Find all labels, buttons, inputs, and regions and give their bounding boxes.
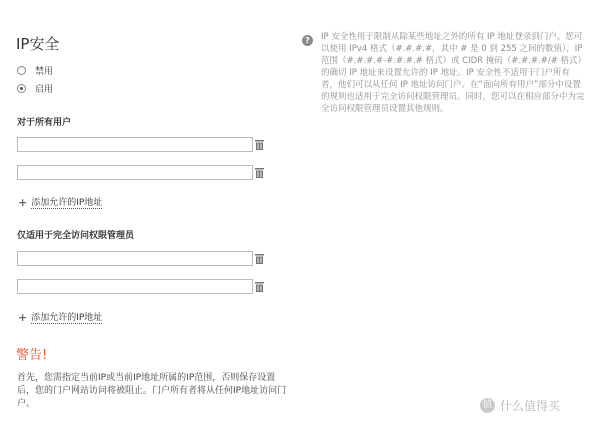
admins-ip-input-1[interactable] [17, 251, 253, 266]
trash-icon[interactable] [255, 140, 264, 150]
watermark [480, 397, 560, 414]
radio-enable[interactable] [17, 82, 53, 95]
radio-disable[interactable] [17, 64, 53, 77]
radio-disable-label: 禁用 [35, 67, 54, 77]
add-allowed-ip-link-admins[interactable] [18, 310, 102, 324]
all-users-ip-input-2[interactable] [17, 165, 253, 180]
watermark-text: 什么值得买 [500, 399, 561, 413]
add-allowed-ip-label: 添加允许的IP地址 [31, 195, 102, 209]
trash-icon[interactable] [255, 254, 264, 264]
admins-section-label: 仅适用于完全访问权限管理员 [17, 231, 135, 241]
trash-icon[interactable] [255, 282, 264, 292]
watermark-logo-icon: 值 [480, 398, 495, 413]
question-icon: ? [302, 35, 313, 46]
radio-enable-label: 启用 [35, 85, 54, 95]
plus-icon: + [18, 195, 28, 209]
all-users-section-label: 对于所有用户 [17, 118, 72, 128]
all-users-ip-input-1[interactable] [17, 137, 253, 152]
page-title: IP安全 [16, 35, 60, 53]
add-allowed-ip-link-all-users[interactable] [18, 195, 102, 209]
admins-ip-input-2[interactable] [17, 279, 253, 294]
trash-icon[interactable] [255, 168, 264, 178]
warning-title: 警告! [16, 348, 48, 363]
radio-enable-circle[interactable] [17, 84, 26, 93]
warning-text: 首先，您需指定当前IP或当前IP地址所属的IP范围，否则保存设置后，您的门户网站访问将被阻止。门户所有者将从任何IP地址访问门户。 [17, 373, 287, 409]
help-text: IP 安全性用于限制从除某些地址之外的所有 IP 地址登录到门户。您可以使用 IPv4 格式（#.#.#.#，其中 # 是 0 到 255 之间的数值），IP 范围（#.#.#.#-#.#.#.# 格式）或 CIDR 掩码（#.#.#.#/# 格式）的确切 IP 地址来设置允许的 IP 地址。IP 安全性不适用于门户所有者，他们可以从任何 IP 地址访问门户。在“面向所有用户”部分中设置的规则也适用于完全访问权限管理员。同时，您可以在相应部分中为完全访问权限管理员设置其他规则。 [321, 32, 585, 114]
add-allowed-ip-label: 添加允许的IP地址 [31, 310, 102, 324]
plus-icon: + [18, 310, 28, 324]
radio-disable-circle[interactable] [17, 66, 26, 75]
